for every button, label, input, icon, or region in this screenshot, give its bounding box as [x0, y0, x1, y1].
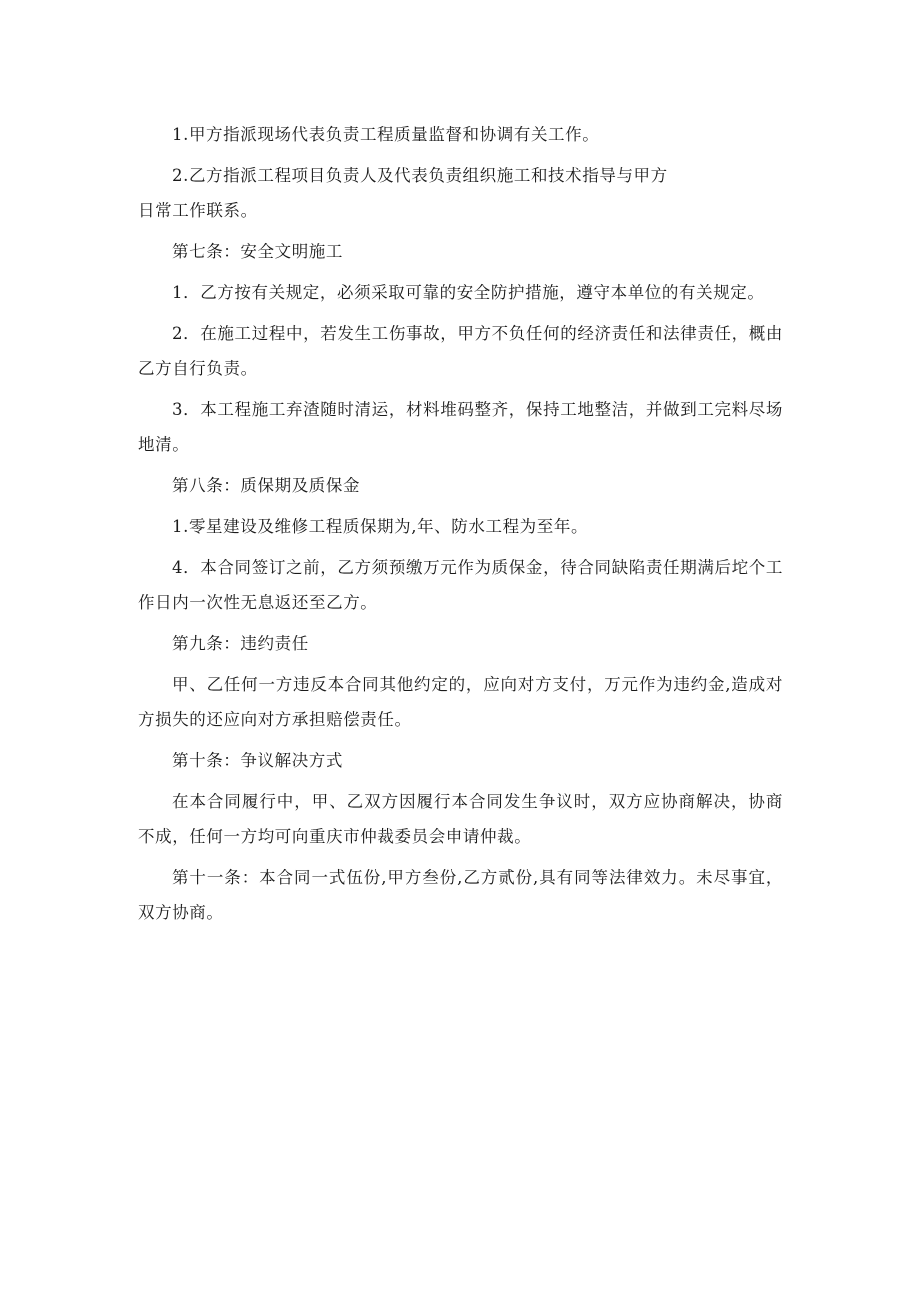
safety-item-1: 1．乙方按有关规定，必须采取可靠的安全防护措施，遵守本单位的有关规定。: [172, 283, 765, 302]
safety-item-3: 3．本工程施工弃渣随时清运，材料堆码整齐，保持工地整洁，并做到工完料尽场地清。: [138, 400, 783, 454]
clause-7-item-2: [138, 158, 783, 228]
warranty-item-1: 1.零星建设及维修工程质保期为,年、防水工程为至年。: [172, 517, 589, 536]
section-heading-10: 第十条：争议解决方式: [172, 751, 343, 770]
document-body: [138, 117, 783, 936]
section-heading-7: 第七条：安全文明施工: [172, 242, 343, 261]
section-heading-8: 第八条：质保期及质保金: [172, 476, 361, 495]
warranty-item-4: 4．本合同签订之前，乙方须预缴万元作为质保金，待合同缺陷责任期满后坨个工作日内一次性无息返还至乙方。: [138, 558, 783, 612]
clause-7-item-1: 1.甲方指派现场代表负责工程质量监督和协调有关工作。: [172, 125, 600, 144]
clause-7-item-2-line-2: 日常工作联系。: [138, 201, 258, 220]
dispute-paragraph: 在本合同履行中，甲、乙双方因履行本合同发生争议时，双方应协商解决，协商不成，任何一方均可向重庆市仲裁委员会申请仲裁。: [138, 792, 783, 846]
breach-paragraph: 甲、乙任何一方违反本合同其他约定的，应向对方支付，万元作为违约金,造成对方损失的还应向对方承担赔偿责任。: [138, 675, 783, 729]
clause-7-item-2-line-1: 2.乙方指派工程项目负责人及代表负责组织施工和技术指导与甲方: [172, 166, 668, 185]
section-11-paragraph: 第十一条：本合同一式伍份,甲方叁份,乙方贰份,具有同等法律效力。未尽事宜，双方协商。: [138, 868, 783, 922]
section-heading-9: 第九条：违约责任: [172, 634, 309, 653]
safety-item-2: 2．在施工过程中，若发生工伤事故，甲方不负任何的经济责任和法律责任，概由乙方自行负责。: [138, 324, 783, 378]
